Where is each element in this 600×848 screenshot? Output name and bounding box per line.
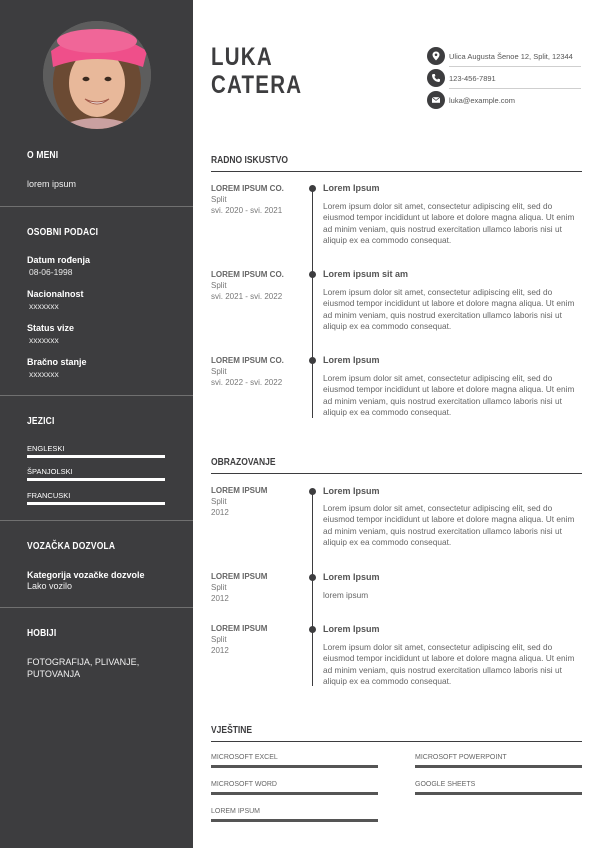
education-year: 2012 bbox=[211, 508, 229, 517]
license-title: VOZAČKA DOZVOLA bbox=[27, 541, 116, 552]
skill-level-bar bbox=[211, 765, 378, 768]
language-level-bar bbox=[27, 502, 165, 505]
nationality-value: xxxxxxx bbox=[29, 301, 59, 311]
hobbies-line2: PUTOVANJA bbox=[27, 669, 81, 679]
section-rule bbox=[211, 741, 582, 742]
marital-value: xxxxxxx bbox=[29, 369, 59, 379]
experience-org: LOREM IPSUM CO. bbox=[211, 270, 284, 279]
language-label: FRANCUSKI bbox=[27, 491, 71, 500]
experience-description: Lorem ipsum dolor sit amet, consectetur adipiscing elit, sed do eiusmod tempor incididunt ut labore et dolore magna aliqua. Ut enim ad minim veniam, quis nostrud exercitation ullamco laboris nisi ut aliquip ex ea commodo consequat. bbox=[323, 287, 575, 331]
timeline-dot bbox=[309, 626, 316, 633]
timeline-dot bbox=[309, 357, 316, 364]
skill-level-bar bbox=[211, 792, 378, 795]
experience-dates: svi. 2022 - svi. 2022 bbox=[211, 378, 283, 387]
experience-title: RADNO ISKUSTVO bbox=[211, 155, 288, 166]
experience-dates: svi. 2020 - svi. 2021 bbox=[211, 206, 283, 215]
skill-level-bar bbox=[211, 819, 378, 822]
skill-label: MICROSOFT EXCEL bbox=[211, 754, 278, 761]
education-year: 2012 bbox=[211, 646, 229, 655]
email-icon[interactable] bbox=[427, 91, 445, 109]
contact-divider bbox=[449, 66, 581, 67]
dob-label: Datum rođenja bbox=[27, 255, 91, 265]
experience-position: Lorem Ipsum bbox=[323, 355, 380, 365]
languages-title: JEZICI bbox=[27, 416, 55, 427]
education-description: Lorem ipsum dolor sit amet, consectetur adipiscing elit, sed do eiusmod tempor incididunt ut labore et dolore magna aliqua. Ut enim ad minim veniam, quis nostrud exercitation ullamco laboris nisi ut aliquip ex ea commodo consequat. bbox=[323, 503, 575, 547]
skill-label: LOREM IPSUM bbox=[211, 808, 261, 815]
email-text[interactable]: luka@example.com bbox=[449, 96, 515, 105]
phone-icon[interactable] bbox=[427, 69, 445, 87]
skill-label: MICROSOFT POWERPOINT bbox=[415, 754, 507, 761]
divider bbox=[0, 206, 193, 207]
last-name: CATERA bbox=[211, 71, 303, 99]
marital-label: Bračno stanje bbox=[27, 357, 87, 367]
education-org: LOREM IPSUM bbox=[211, 572, 268, 581]
education-title-text: Lorem Ipsum bbox=[323, 624, 380, 634]
license-label: Kategorija vozačke dozvole bbox=[27, 570, 145, 580]
address-text: Ulica Augusta Šenoe 12, Split, 12344 bbox=[449, 52, 573, 61]
education-description: Lorem ipsum dolor sit amet, consectetur adipiscing elit, sed do eiusmod tempor incididunt ut labore et dolore magna aliqua. Ut enim ad minim veniam, quis nostrud exercitation ullamco laboris nisi ut aliquip ex ea commodo consequat. bbox=[323, 642, 575, 686]
skill-label: GOOGLE SHEETS bbox=[415, 781, 476, 788]
phone-text[interactable]: 123-456-7891 bbox=[449, 74, 496, 83]
timeline-dot bbox=[309, 271, 316, 278]
skill-level-bar bbox=[415, 792, 582, 795]
skills-title: VJEŠTINE bbox=[211, 725, 253, 736]
experience-description: Lorem ipsum dolor sit amet, consectetur adipiscing elit, sed do eiusmod tempor incididunt ut labore et dolore magna aliqua. Ut enim ad minim veniam, quis nostrud exercitation ullamco laboris nisi ut aliquip ex ea commodo consequat. bbox=[323, 201, 575, 245]
experience-org: LOREM IPSUM CO. bbox=[211, 356, 284, 365]
experience-description: Lorem ipsum dolor sit amet, consectetur adipiscing elit, sed do eiusmod tempor incididunt ut labore et dolore magna aliqua. Ut enim ad minim veniam, quis nostrud exercitation ullamco laboris nisi ut aliquip ex ea commodo consequat. bbox=[323, 373, 575, 417]
education-title: OBRAZOVANJE bbox=[211, 457, 276, 468]
hobbies-line1: FOTOGRAFIJA, PLIVANJE, bbox=[27, 657, 140, 667]
education-year: 2012 bbox=[211, 594, 229, 603]
location-pin-icon bbox=[427, 47, 445, 65]
experience-dates: svi. 2021 - svi. 2022 bbox=[211, 292, 283, 301]
nationality-label: Nacionalnost bbox=[27, 289, 84, 299]
language-level-bar bbox=[27, 455, 165, 458]
experience-city: Split bbox=[211, 367, 227, 376]
experience-position: Lorem Ipsum bbox=[323, 183, 380, 193]
section-rule bbox=[211, 473, 582, 474]
license-value: Lako vozilo bbox=[27, 581, 73, 591]
visa-value: xxxxxxx bbox=[29, 335, 59, 345]
divider bbox=[0, 395, 193, 396]
experience-position: Lorem ipsum sit am bbox=[323, 269, 409, 279]
education-city: Split bbox=[211, 635, 227, 644]
education-city: Split bbox=[211, 583, 227, 592]
about-text: lorem ipsum bbox=[27, 179, 77, 189]
education-title-text: Lorem Ipsum bbox=[323, 572, 380, 582]
education-title-text: Lorem Ipsum bbox=[323, 486, 380, 496]
divider bbox=[0, 607, 193, 608]
hobbies-title: HOBIJI bbox=[27, 628, 57, 639]
language-level-bar bbox=[27, 478, 165, 481]
skill-label: MICROSOFT WORD bbox=[211, 781, 277, 788]
timeline-dot bbox=[309, 488, 316, 495]
timeline-dot bbox=[309, 185, 316, 192]
education-org: LOREM IPSUM bbox=[211, 624, 268, 633]
experience-org: LOREM IPSUM CO. bbox=[211, 184, 284, 193]
timeline-line bbox=[312, 490, 313, 686]
dob-value: 08-06-1998 bbox=[29, 267, 73, 277]
first-name: LUKA bbox=[211, 43, 273, 71]
section-rule bbox=[211, 171, 582, 172]
visa-label: Status vize bbox=[27, 323, 75, 333]
language-label: ŠPANJOLSKI bbox=[27, 467, 73, 476]
timeline-dot bbox=[309, 574, 316, 581]
education-city: Split bbox=[211, 497, 227, 506]
education-description: lorem ipsum bbox=[323, 590, 369, 600]
timeline-line bbox=[312, 188, 313, 418]
personal-title: OSOBNI PODACI bbox=[27, 227, 99, 238]
experience-city: Split bbox=[211, 281, 227, 290]
about-title: O MENI bbox=[27, 150, 59, 161]
education-org: LOREM IPSUM bbox=[211, 486, 268, 495]
language-label: ENGLESKI bbox=[27, 444, 65, 453]
profile-photo bbox=[43, 21, 151, 129]
sidebar bbox=[0, 0, 193, 848]
contact-divider bbox=[449, 88, 581, 89]
divider bbox=[0, 520, 193, 521]
skill-level-bar bbox=[415, 765, 582, 768]
experience-city: Split bbox=[211, 195, 227, 204]
